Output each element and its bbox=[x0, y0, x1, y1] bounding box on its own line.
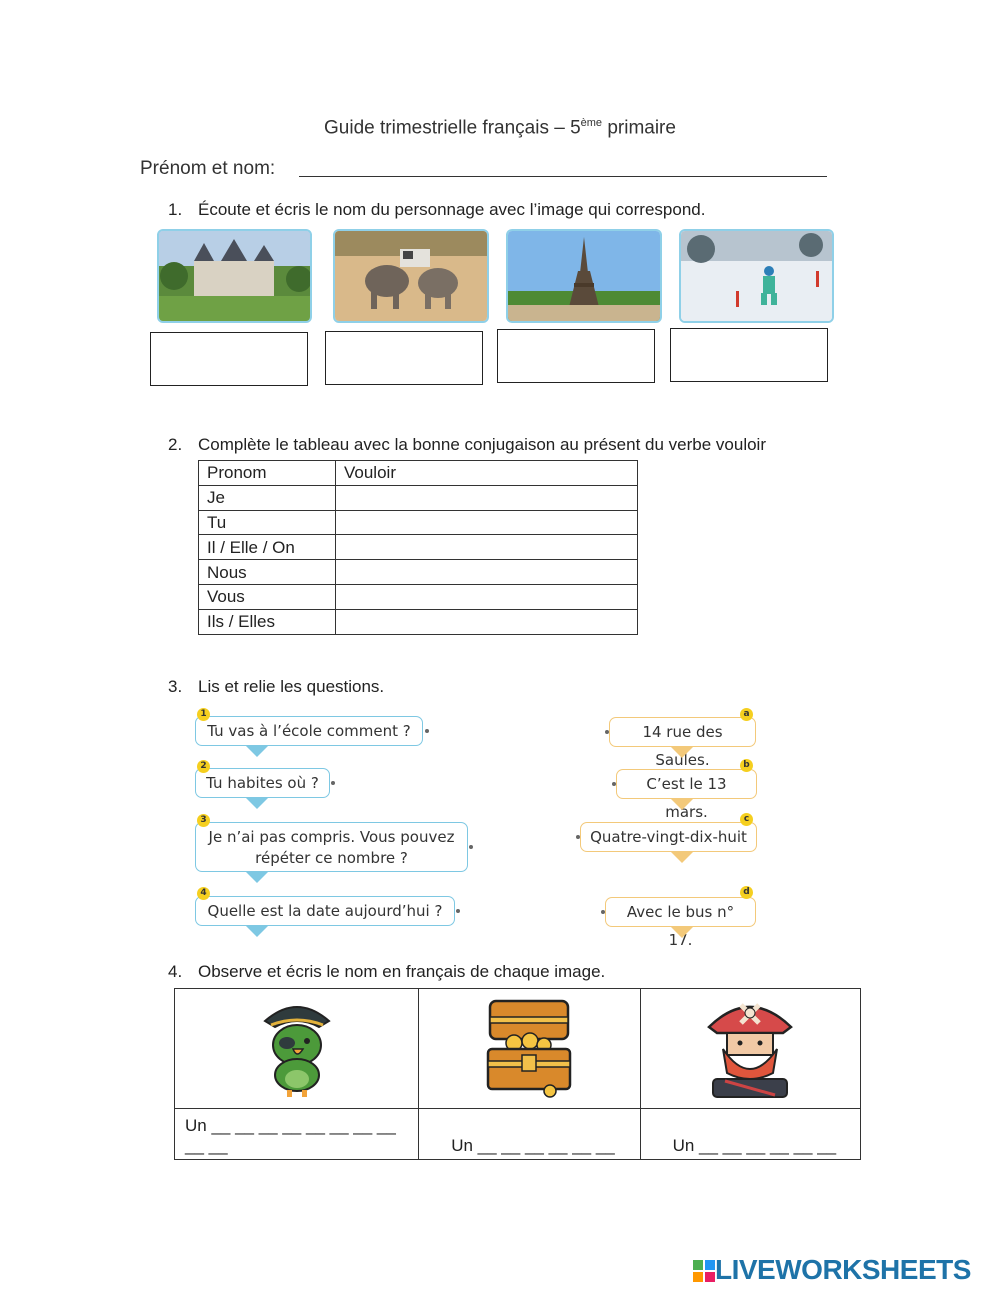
bubble-tail bbox=[670, 798, 694, 810]
badge-4: 4 bbox=[197, 887, 210, 900]
conjugation-input[interactable] bbox=[336, 535, 638, 560]
bubble-tail bbox=[245, 871, 269, 883]
name-label: Prénom et nom: bbox=[140, 158, 276, 179]
pirate-cell bbox=[640, 989, 860, 1109]
skier-image bbox=[679, 229, 834, 323]
castle-image bbox=[157, 229, 312, 323]
bubble-tail bbox=[245, 797, 269, 809]
bubble-tail bbox=[670, 851, 694, 863]
table-header: Vouloir bbox=[336, 461, 638, 486]
page-title: Guide trimestrielle français – 5ème primaire bbox=[324, 117, 676, 139]
question-2: 2. Complète le tableau avec la bonne conjugaison au présent du verbe vouloir bbox=[168, 435, 766, 454]
conjugation-input[interactable] bbox=[336, 609, 638, 634]
logo-icon bbox=[693, 1260, 715, 1282]
conjugation-input[interactable] bbox=[336, 584, 638, 609]
badge-1: 1 bbox=[197, 708, 210, 721]
pirate-icon bbox=[705, 993, 795, 1099]
picture-table bbox=[174, 988, 861, 1160]
bubble-tail bbox=[245, 925, 269, 937]
conjugation-input[interactable] bbox=[336, 510, 638, 535]
answer-field-2[interactable]: Un __ __ __ __ __ __ bbox=[419, 1109, 640, 1160]
answer-box-3[interactable] bbox=[497, 329, 655, 383]
pirate-parrot-icon bbox=[257, 993, 337, 1099]
question-bubble-2: Tu habites où ? bbox=[195, 768, 330, 798]
answer-box-1[interactable] bbox=[150, 332, 308, 386]
badge-d: d bbox=[740, 886, 753, 899]
conjugation-table bbox=[198, 460, 638, 635]
badge-3: 3 bbox=[197, 814, 210, 827]
question-bubble-4: Quelle est la date aujourd’hui ? bbox=[195, 896, 455, 926]
question-bubble-1: Tu vas à l’école comment ? bbox=[195, 716, 423, 746]
conjugation-input[interactable] bbox=[336, 560, 638, 585]
connector-dot-c[interactable] bbox=[576, 835, 580, 839]
connector-dot-b[interactable] bbox=[612, 782, 616, 786]
parrot-cell bbox=[175, 989, 419, 1109]
answer-box-2[interactable] bbox=[325, 331, 483, 385]
connector-dot-4[interactable] bbox=[456, 909, 460, 913]
answer-bubble-d: Avec le bus n° 17. bbox=[605, 897, 756, 927]
connector-dot-a[interactable] bbox=[605, 730, 609, 734]
answer-field-1[interactable]: Un __ __ __ __ __ __ __ __ __ __ bbox=[175, 1109, 419, 1160]
answer-bubble-c: Quatre-vingt-dix-huit bbox=[580, 822, 757, 852]
badge-b: b bbox=[740, 759, 753, 772]
connector-dot-3[interactable] bbox=[469, 845, 473, 849]
table-row: Nous bbox=[199, 560, 638, 585]
name-input-line[interactable] bbox=[299, 176, 827, 177]
eiffel-tower-image bbox=[506, 229, 662, 323]
conjugation-input[interactable] bbox=[336, 485, 638, 510]
badge-2: 2 bbox=[197, 760, 210, 773]
question-1: 1. Écoute et écris le nom du personnage avec l’image qui correspond. bbox=[168, 200, 706, 219]
badge-a: a bbox=[740, 708, 753, 721]
treasure-cell bbox=[419, 989, 640, 1109]
answer-field-3[interactable]: Un __ __ __ __ __ __ bbox=[640, 1109, 860, 1160]
badge-c: c bbox=[740, 813, 753, 826]
question-bubble-3: Je n’ai pas compris. Vous pouvez répéter ce nombre ? bbox=[195, 822, 468, 872]
bubble-tail bbox=[670, 926, 694, 938]
answer-bubble-a: 14 rue des Saules. bbox=[609, 717, 756, 747]
bubble-tail bbox=[670, 746, 694, 758]
question-3: 3. Lis et relie les questions. bbox=[168, 677, 385, 696]
treasure-chest-icon bbox=[484, 993, 574, 1099]
liveworksheets-logo: LIVEWORKSHEETS bbox=[693, 1254, 971, 1286]
answer-box-4[interactable] bbox=[670, 328, 828, 382]
question-4: 4. Observe et écris le nom en français de chaque image. bbox=[168, 962, 606, 981]
answer-bubble-b: C’est le 13 mars. bbox=[616, 769, 757, 799]
table-row: Tu bbox=[199, 510, 638, 535]
connector-dot-d[interactable] bbox=[601, 910, 605, 914]
table-header: Pronom bbox=[199, 461, 336, 486]
connector-dot-2[interactable] bbox=[331, 781, 335, 785]
connector-dot-1[interactable] bbox=[425, 729, 429, 733]
table-row: Je bbox=[199, 485, 638, 510]
table-row: Il / Elle / On bbox=[199, 535, 638, 560]
elephants-image bbox=[333, 229, 489, 323]
table-row: Vous bbox=[199, 584, 638, 609]
table-row: Ils / Elles bbox=[199, 609, 638, 634]
bubble-tail bbox=[245, 745, 269, 757]
